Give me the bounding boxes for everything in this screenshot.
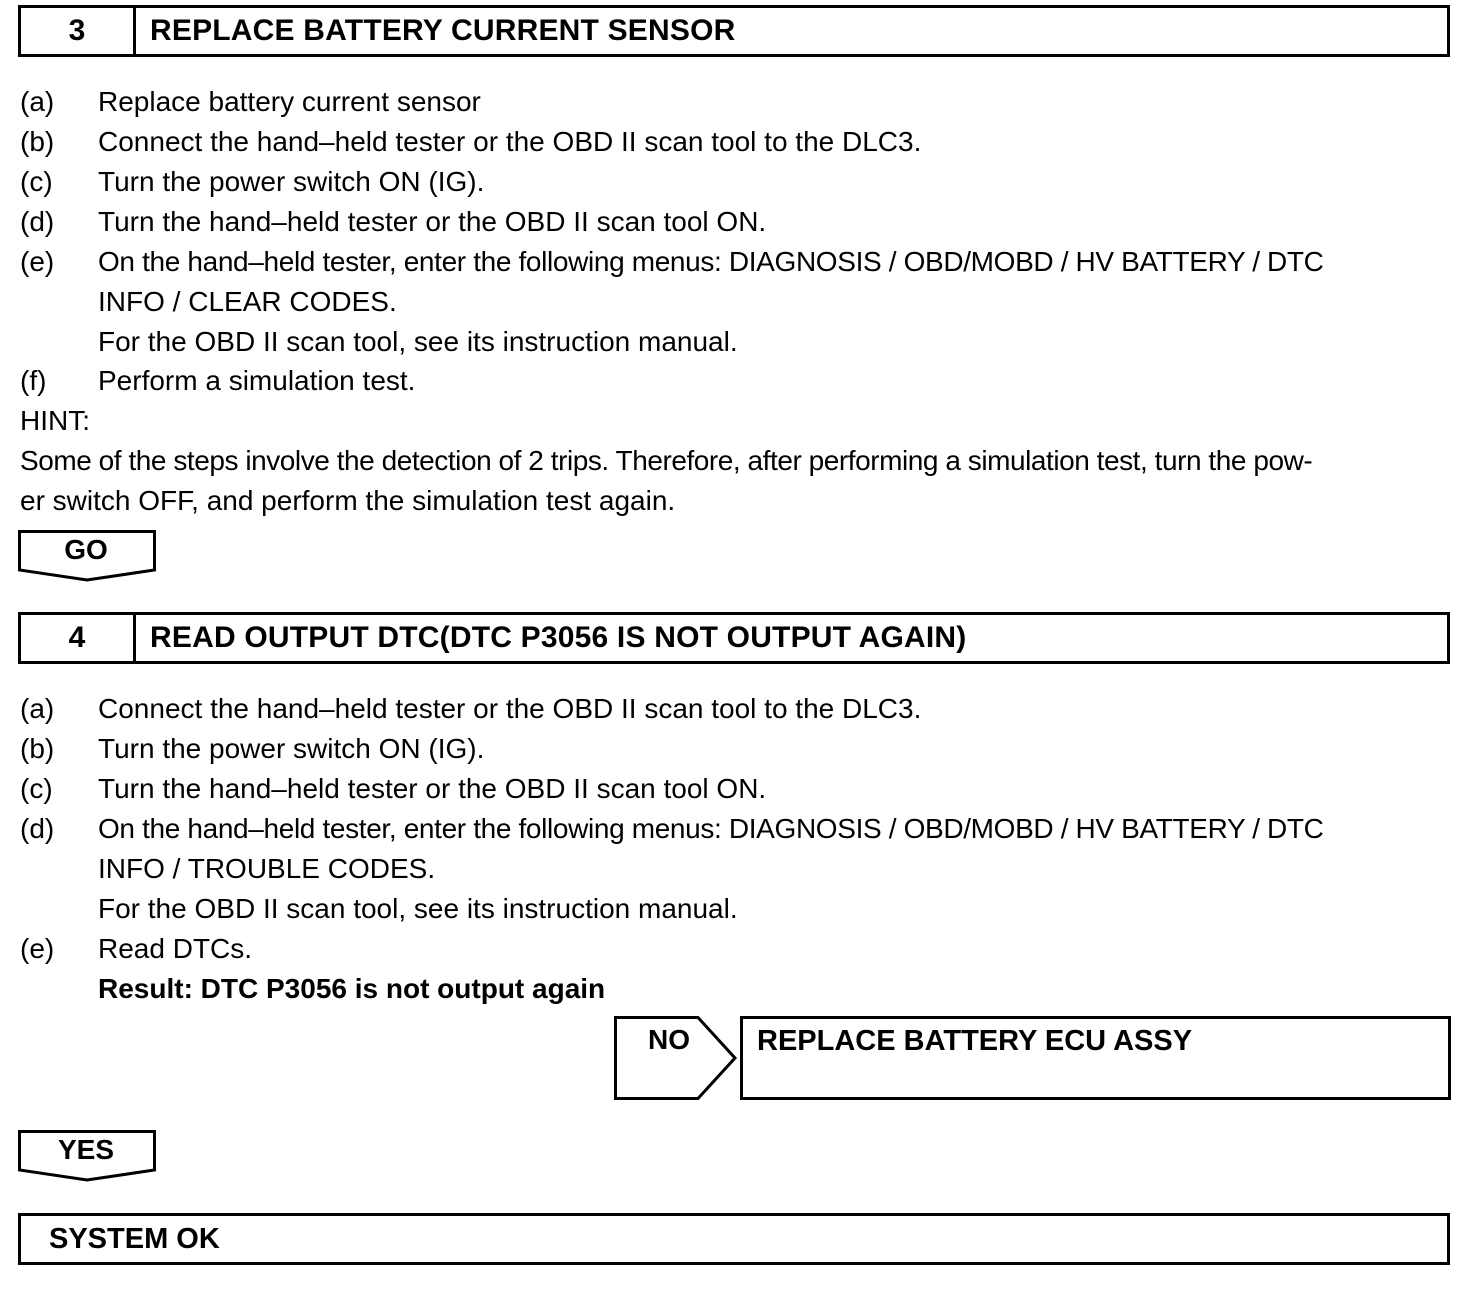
system-ok-box	[18, 1213, 1450, 1265]
item-text: Turn the hand–held tester or the OBD II scan tool ON.	[98, 773, 767, 804]
item-text-continued: INFO / TROUBLE CODES.	[98, 853, 436, 884]
hint-text: Some of the steps involve the detection of 2 trips. Therefore, after performing a simulation test, turn the pow-	[20, 445, 1313, 476]
item-marker: (c)	[20, 166, 53, 197]
item-marker: (c)	[20, 773, 53, 804]
item-marker: (a)	[20, 693, 55, 724]
go-label: GO	[64, 534, 108, 565]
system-ok-text: SYSTEM OK	[49, 1222, 220, 1255]
item-marker: (d)	[20, 206, 55, 237]
item-text-continued: INFO / CLEAR CODES.	[98, 286, 397, 317]
item-marker: (f)	[20, 365, 47, 396]
hint-label: HINT:	[20, 405, 90, 436]
yes-tag	[18, 1130, 156, 1180]
item-text: Read DTCs.	[98, 933, 253, 964]
item-text: Turn the power switch ON (IG).	[98, 166, 485, 197]
step-4-header	[18, 612, 1450, 664]
item-note: For the OBD II scan tool, see its instruction manual.	[98, 326, 738, 357]
step-number: 4	[21, 615, 136, 661]
no-arrow	[614, 1016, 736, 1100]
go-tag	[18, 530, 156, 580]
item-marker: (e)	[20, 246, 55, 277]
item-note: For the OBD II scan tool, see its instruction manual.	[98, 893, 738, 924]
item-text: On the hand–held tester, enter the following menus: DIAGNOSIS / OBD/MOBD / HV BATTERY / DTC	[98, 813, 1324, 844]
item-text: Connect the hand–held tester or the OBD II scan tool to the DLC3.	[98, 693, 922, 724]
no-action-text: REPLACE BATTERY ECU ASSY	[757, 1025, 1193, 1057]
item-marker: (a)	[20, 86, 55, 117]
item-text: Perform a simulation test.	[98, 365, 416, 396]
item-marker: (d)	[20, 813, 55, 844]
hint-text: er switch OFF, and perform the simulation test again.	[20, 485, 676, 516]
step-number: 3	[21, 8, 136, 54]
item-text: Turn the hand–held tester or the OBD II scan tool ON.	[98, 206, 767, 237]
step-title: READ OUTPUT DTC(DTC P3056 IS NOT OUTPUT AGAIN)	[150, 621, 967, 654]
item-text: Connect the hand–held tester or the OBD II scan tool to the DLC3.	[98, 126, 922, 157]
step-title: REPLACE BATTERY CURRENT SENSOR	[150, 14, 736, 47]
item-text: On the hand–held tester, enter the following menus: DIAGNOSIS / OBD/MOBD / HV BATTERY / DTC	[98, 246, 1324, 277]
item-text: Turn the power switch ON (IG).	[98, 733, 485, 764]
item-marker: (b)	[20, 126, 55, 157]
item-marker: (b)	[20, 733, 55, 764]
yes-label: YES	[57, 1134, 115, 1165]
step-3-header	[18, 5, 1450, 57]
no-label: NO	[648, 1024, 690, 1055]
item-marker: (e)	[20, 933, 55, 964]
result-text: Result: DTC P3056 is not output again	[98, 973, 606, 1004]
no-action-box	[740, 1016, 1451, 1100]
item-text: Replace battery current sensor	[98, 86, 481, 117]
